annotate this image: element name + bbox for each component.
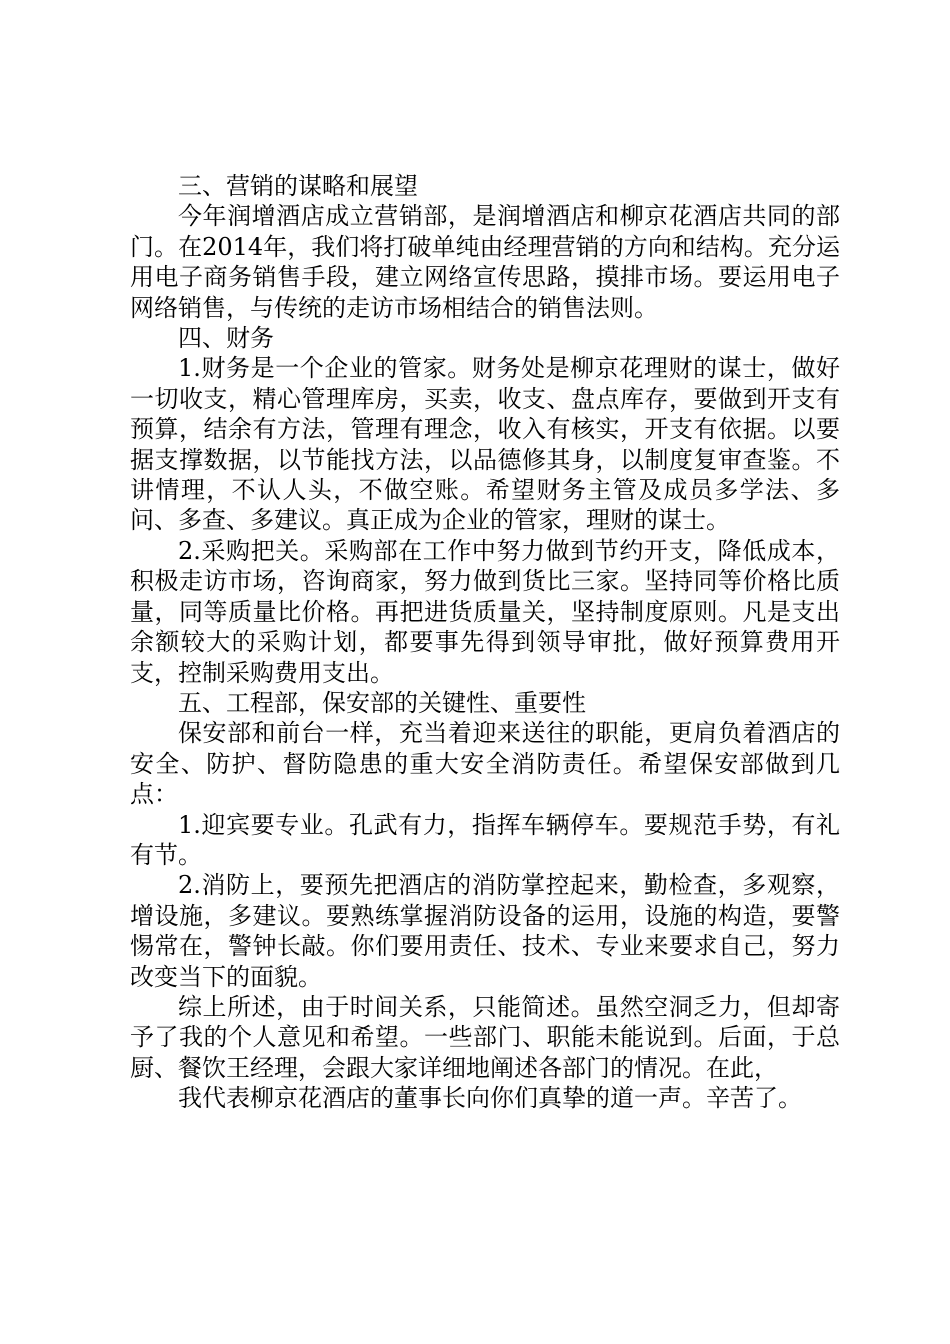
paragraph: 我代表柳京花酒店的董事长向你们真挚的道一声。辛苦了。 — [178, 1084, 802, 1113]
document-page — [130, 171, 840, 1114]
section-finance — [130, 323, 840, 688]
section-engineering-security — [130, 688, 840, 1114]
paragraph: 2.消防上，要预先把酒店的消防掌控起来，勤检查，多观察，增设施，多建议。要熟练掌握消防设备的运用，设施的构造，要警惕常在，警钟长敲。你们要用责任、技术、专业来要求自己，努力改变当下的面貌。 — [130, 871, 840, 991]
section-heading: 五、工程部，保安部的关键性、重要性 — [178, 688, 586, 717]
section-heading: 三、营销的谋略和展望 — [178, 172, 418, 200]
paragraph: 1.财务是一个企业的管家。财务处是柳京花理财的谋士，做好一切收支，精心管理库房，买卖，收支、盘点库存，要做到开支有预算，结余有方法，管理有理念，收入有核实，开支有依据。以要据支撑数据，以节能找方法，以品德修其身，以制度复审查鉴。不讲情理，不认人头，不做空账。希望财务主管及成员多学法、多问、多查、多建议。真正成为企业的管家，理财的谋士。 — [130, 354, 840, 535]
paragraph: 今年润增酒店成立营销部，是润增酒店和柳京花酒店共同的部门。在2014年，我们将打破单纯由经理营销的方向和结构。充分运用电子商务销售手段，建立网络宣传思路，摸排市场。要运用电子网络销售，与传统的走访市场相结合的销售法则。 — [130, 202, 840, 322]
paragraph: 2.采购把关。采购部在工作中努力做到节约开支，降低成本，积极走访市场，咨询商家，努力做到货比三家。坚持同等价格比质量，同等质量比价格。再把进货质量关，坚持制度原则。凡是支出余额较大的采购计划，都要事先得到领导审批，做好预算费用开支，控制采购费用支出。 — [130, 536, 840, 687]
section-marketing — [130, 171, 840, 323]
paragraph: 综上所述，由于时间关系，只能简述。虽然空洞乏力，但却寄予了我的个人意见和希望。一些部门、职能未能说到。后面，于总厨、餐饮王经理，会跟大家详细地阐述各部门的情况。在此， — [130, 992, 840, 1082]
paragraph: 1.迎宾要专业。孔武有力，指挥车辆停车。要规范手势，有礼有节。 — [130, 810, 840, 869]
section-heading: 四、财务 — [178, 324, 274, 353]
paragraph: 保安部和前台一样，充当着迎来送往的职能，更肩负着酒店的安全、防护、督防隐患的重大安全消防责任。希望保安部做到几点： — [130, 719, 840, 809]
